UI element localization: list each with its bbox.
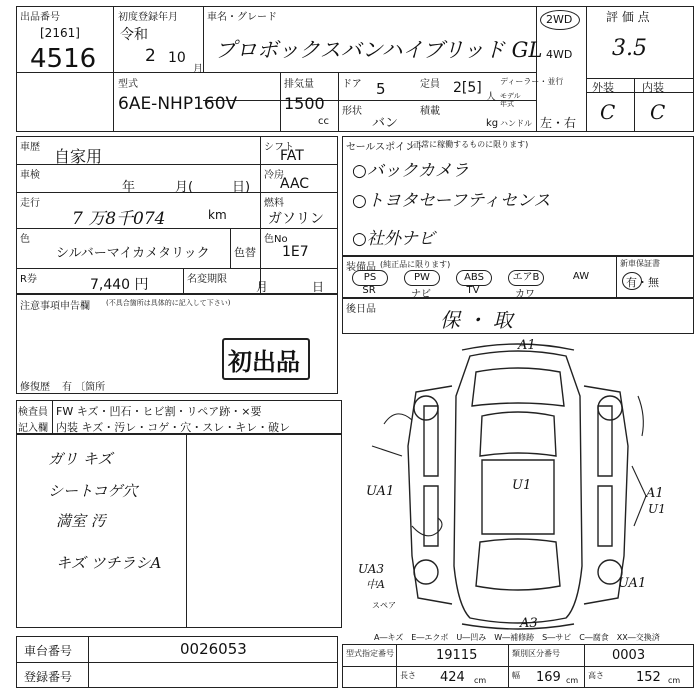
handwritten-note: キズ ツチラシA [56, 554, 162, 572]
caution-label: 注意事項申告欄 [20, 301, 90, 312]
color: シルバーマイカメタリック [56, 246, 210, 261]
chassis-number: 0026053 [180, 640, 247, 658]
height: 152 [636, 670, 661, 685]
equipment-sub: (純正品に限ります) [380, 260, 451, 269]
height-label: 高さ [588, 671, 604, 680]
divider [183, 268, 184, 294]
divider [396, 644, 397, 688]
color-no-label: 色No [264, 234, 288, 245]
divider [16, 268, 338, 269]
color-no: 1E7 [282, 244, 309, 260]
seats-label: 定員 [420, 79, 440, 90]
height-unit: cm [668, 676, 681, 685]
score-label: 評 価 点 [606, 10, 650, 24]
selling-sub: (正常に稼働するものに限ります) [410, 140, 529, 149]
divider [342, 666, 694, 667]
displacement-label: 排気量 [284, 79, 314, 90]
shift: FAT [280, 148, 304, 164]
divider [52, 400, 53, 434]
repair-value: 有 〔箇所 [62, 382, 106, 393]
registration-label: 登録番号 [24, 670, 73, 684]
ac: AAC [280, 176, 310, 192]
length-label: 長さ [400, 671, 416, 680]
change-day: 日 [312, 280, 325, 294]
doors-label: ドア [342, 79, 362, 90]
damage-mark: A3 [520, 616, 538, 631]
shift-label: シフト [264, 142, 294, 153]
ext-label: 外装 [592, 81, 614, 94]
spare-label: スペア [372, 601, 396, 610]
divider [586, 6, 587, 132]
mileage: 7 万8千074 [72, 209, 166, 229]
month-unit: 月 [193, 64, 203, 75]
ext-grade: C [600, 100, 616, 124]
int-label: 内装 [642, 81, 664, 94]
shape: バン [372, 116, 399, 131]
equip-abs: ABS [456, 270, 492, 286]
divider [260, 136, 261, 294]
reg-year: 2 [145, 46, 156, 66]
damage-mark: U1 [648, 502, 666, 516]
seats-unit: 人 [486, 92, 496, 103]
damage-mark: A1 [646, 486, 664, 501]
class-label: 類別区分番号 [512, 649, 560, 658]
selling-title: セールスポイント [346, 142, 426, 153]
new-car-label: 新車保証書 [620, 259, 660, 268]
handwritten-note: シートコゲ穴 [48, 482, 138, 500]
damage-mark: UA3 [358, 562, 385, 576]
stamp-text: 初出品 [228, 348, 300, 376]
car-name: プロボックスバンハイブリッド GL [215, 38, 543, 62]
model-label: 型式 [118, 79, 138, 90]
divider [186, 434, 187, 628]
doors: 5 [376, 80, 386, 98]
damage-mark: A1 [518, 338, 536, 353]
divider [616, 256, 617, 298]
seats: 2[5] [453, 80, 482, 96]
cc-unit: cc [318, 116, 329, 127]
damage-legend: A―キズ E―エクボ U―凹み W―補修跡 S―サビ C―腐食 XX―交換済 [374, 633, 660, 642]
load-label: 積載 [420, 106, 440, 117]
handwritten-note: ガリ キズ [48, 450, 113, 468]
inspector-label-2: 記入欄 [18, 423, 48, 434]
insp-year: 年 [122, 180, 136, 195]
dealer-label: ディーラー・並行 [500, 77, 564, 86]
selling-item: ○トヨタセーフティセンス [352, 191, 551, 211]
equip-navi: ナビ [411, 289, 431, 300]
use: 自家用 [54, 147, 103, 166]
ac-label: 冷房 [264, 170, 284, 181]
inspector-label-1: 検査員 [18, 407, 48, 418]
damage-mark: UA1 [618, 576, 647, 591]
divider [113, 6, 114, 132]
post-label: 後日品 [346, 304, 376, 315]
equip-pw: PW [404, 270, 440, 286]
model-code: 6AE-NHP160V [118, 94, 238, 114]
equip-sr: SR [362, 285, 376, 296]
chassis-label: 車台番号 [24, 644, 73, 658]
color-label: 色 [20, 234, 30, 245]
equip-airbag: エアB [508, 270, 544, 286]
drive-2wd: 2WD [546, 13, 573, 26]
equip-tv: TV [466, 285, 480, 296]
lot-code: [2161] [40, 26, 80, 40]
km-unit: km [208, 208, 227, 222]
divider [230, 228, 231, 268]
lot-number: 4516 [30, 44, 97, 74]
width-label: 幅 [512, 671, 520, 680]
inspection-label: 車検 [20, 170, 40, 181]
width-unit: cm [566, 676, 579, 685]
inspector-row-2: 内装 キズ・汚レ・コゲ・穴・スレ・キレ・破レ [56, 421, 291, 434]
repair-label: 修復歴 [20, 382, 50, 393]
handle-label: ハンドル [500, 119, 532, 128]
recycle-label: R券 [20, 274, 37, 285]
handle: 左・右 [540, 116, 577, 130]
color-swap-label: 色替 [234, 246, 256, 259]
use-label: 車歴 [20, 142, 40, 153]
divider [16, 228, 338, 229]
recycle: 7,440 円 [90, 277, 149, 293]
change-label: 名変期限 [187, 274, 227, 285]
class-num: 0003 [612, 648, 646, 663]
change-month: 月 [256, 280, 269, 294]
length: 424 [440, 670, 465, 685]
selling-item: ○社外ナビ [352, 229, 435, 249]
type-num-label: 型式指定番号 [346, 649, 394, 658]
divider [634, 78, 635, 132]
divider [280, 72, 281, 132]
fuel-label: 燃料 [264, 198, 284, 209]
mileage-label: 走行 [20, 198, 40, 209]
type-num: 19115 [436, 648, 478, 663]
equip-leather: カワ [515, 289, 535, 300]
handwritten-note: 満室 汚 [56, 512, 106, 530]
name-label: 車名・グレード [207, 12, 277, 23]
divider [508, 644, 509, 688]
shape-label: 形状 [342, 106, 362, 117]
divider [536, 6, 537, 132]
kg-unit: kg [486, 118, 499, 129]
damage-mark: U1 [512, 478, 532, 493]
equip-aw: AW [572, 271, 590, 282]
divider [584, 644, 585, 688]
insp-month: 月( [175, 180, 194, 195]
divider [338, 72, 339, 132]
warranty: 有・無 [626, 276, 659, 289]
width: 169 [536, 670, 561, 685]
int-grade: C [650, 100, 666, 124]
damage-mark: 中A [366, 578, 385, 591]
score: 3.5 [612, 36, 647, 61]
displacement: 1500 [284, 94, 325, 113]
model-year-label: モデル年式 [500, 92, 521, 108]
caution-sub: (不具合箇所は具体的に記入して下さい) [106, 299, 231, 307]
divider [203, 6, 204, 72]
divider [113, 72, 536, 73]
reg-month: 10 [168, 50, 186, 66]
divider [16, 662, 338, 663]
drive-4wd: 4WD [546, 48, 573, 61]
era: 令和 [120, 27, 148, 43]
inspector-row-1: FW キズ・凹石・ヒビ割・リペア跡・×要 [56, 405, 262, 418]
equipment-label: 装備品 [346, 262, 376, 273]
fuel: ガソリン [268, 211, 324, 227]
length-unit: cm [474, 676, 487, 685]
equip-ps: PS [352, 270, 388, 286]
insp-day: 日) [232, 180, 251, 195]
first-reg-label: 初度登録年月 [118, 12, 178, 23]
lot-label: 出品番号 [20, 12, 60, 23]
selling-item: ○バックカメラ [352, 161, 469, 181]
damage-mark: UA1 [366, 484, 395, 499]
post-value: 保 ・ 取 [440, 308, 513, 332]
post-items-block [342, 298, 694, 334]
